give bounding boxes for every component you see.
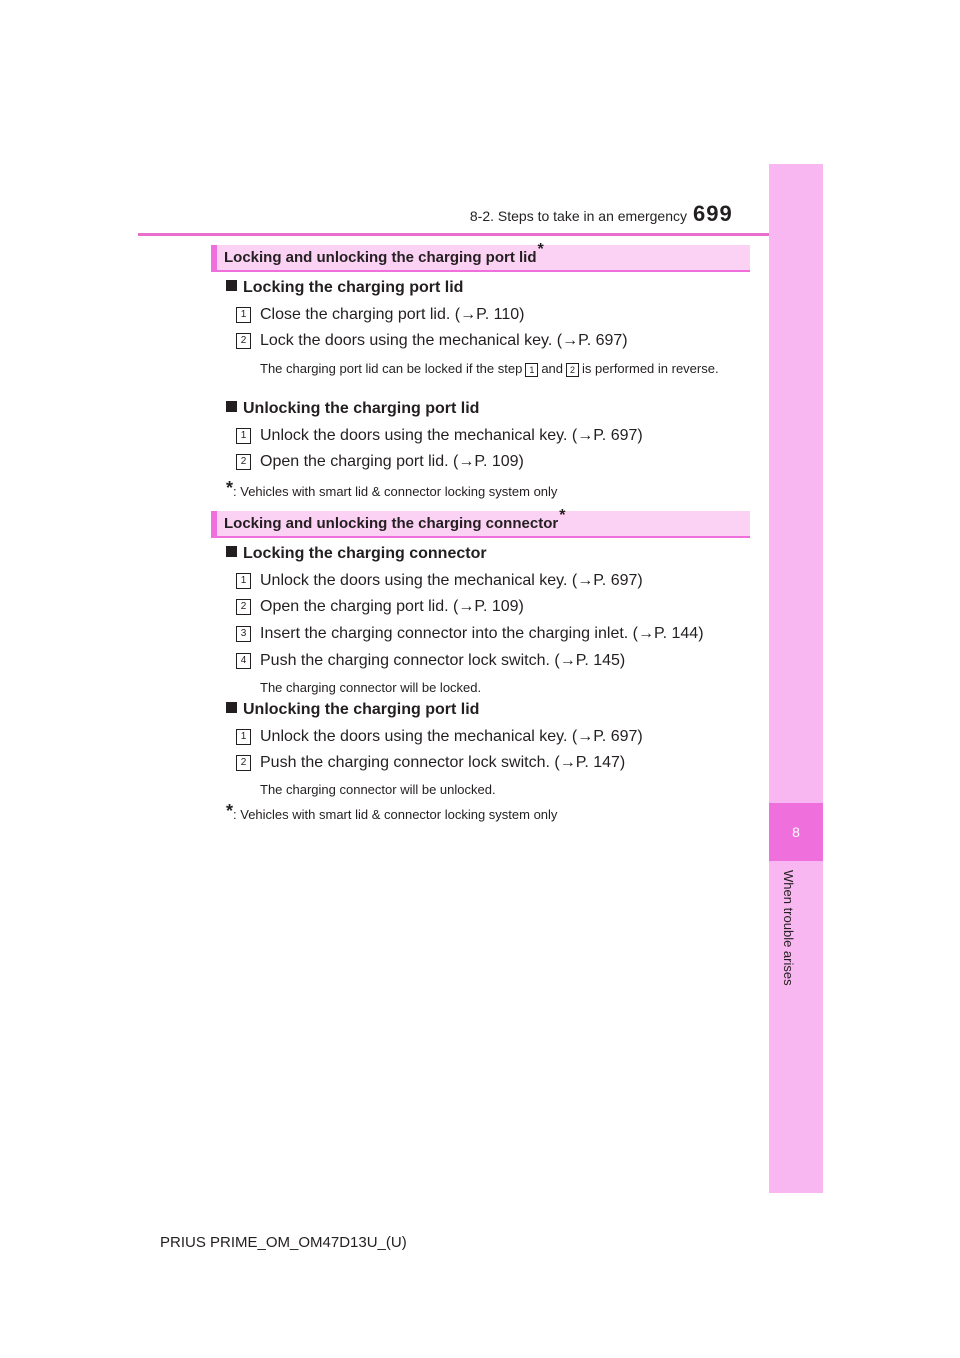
inline-step-number: 1 <box>525 363 538 377</box>
step-text: Unlock the doors using the mechanical key. (→P. 697) <box>260 572 643 589</box>
subheading-unlocking-port-lid <box>226 400 479 418</box>
step-number-box: 4 <box>236 653 251 669</box>
chapter-number-tab: 8 <box>769 803 823 861</box>
inline-step-number: 2 <box>566 363 579 377</box>
step-note: The charging connector will be locked. <box>260 680 482 695</box>
footnote-asterisk: * <box>226 801 234 821</box>
header-section-title: 8-2. Steps to take in an emergency <box>469 208 687 224</box>
step-text: Close the charging port lid. (→P. 110) <box>260 306 525 323</box>
note-text-before: The charging port lid can be locked if the step <box>260 361 523 376</box>
square-bullet-icon <box>226 546 237 557</box>
step-text: Open the charging port lid. (→P. 109) <box>260 453 524 470</box>
subheading-locking-port-lid <box>226 279 463 297</box>
note-text-after: is performed in reverse. <box>582 361 719 376</box>
subheading-text: Locking the charging connector <box>243 545 487 562</box>
step-number-box: 1 <box>236 307 251 323</box>
step-number-box: 2 <box>236 454 251 470</box>
chapter-side-tab <box>769 164 823 1193</box>
subheading-text: Unlocking the charging port lid <box>243 701 480 718</box>
subheading-locking-connector <box>226 545 487 563</box>
square-bullet-icon <box>226 401 237 412</box>
subheading-unlocking-connector <box>226 701 479 719</box>
step-number-box: 1 <box>236 428 251 444</box>
note-text-middle: and <box>541 361 564 376</box>
footnote <box>226 480 557 501</box>
step-text: Push the charging connector lock switch. (→P. 147) <box>260 754 626 771</box>
footnote-text: : Vehicles with smart lid & connector locking system only <box>233 484 558 499</box>
page-number: 699 <box>693 201 733 226</box>
step-number-box: 2 <box>236 333 251 349</box>
section-heading-text: Locking and unlocking the charging connector <box>224 515 559 532</box>
step-text: Insert the charging connector into the charging inlet. (→P. 144) <box>260 625 704 642</box>
chapter-title-vertical: When trouble arises <box>781 870 796 986</box>
section-heading-text: Locking and unlocking the charging port lid <box>224 249 537 266</box>
step-text: Unlock the doors using the mechanical key. (→P. 697) <box>260 728 643 745</box>
step-number-box: 2 <box>236 755 251 771</box>
step-number-box: 1 <box>236 573 251 589</box>
step-text: Push the charging connector lock switch. (→P. 145) <box>260 652 626 669</box>
footnote-asterisk: * <box>226 478 234 498</box>
step-number-box: 1 <box>236 729 251 745</box>
section-heading-port-lid <box>211 241 750 272</box>
step-text: Open the charging port lid. (→P. 109) <box>260 598 524 615</box>
subheading-text: Unlocking the charging port lid <box>243 400 480 417</box>
footnote-text: : Vehicles with smart lid & connector locking system only <box>233 807 558 822</box>
step-note <box>260 360 750 377</box>
section-heading-connector <box>211 507 750 538</box>
step-number-box: 3 <box>236 626 251 642</box>
header-divider <box>138 233 822 236</box>
step-number-box: 2 <box>236 599 251 615</box>
step-text: Unlock the doors using the mechanical key. (→P. 697) <box>260 427 643 444</box>
document-id-footer: PRIUS PRIME_OM_OM47D13U_(U) <box>160 1234 407 1251</box>
subheading-text: Locking the charging port lid <box>243 279 464 296</box>
asterisk-mark: * <box>559 507 566 524</box>
step-text: Lock the doors using the mechanical key. (→P. 697) <box>260 332 628 349</box>
step-note: The charging connector will be unlocked. <box>260 782 496 797</box>
square-bullet-icon <box>226 280 237 291</box>
square-bullet-icon <box>226 702 237 713</box>
asterisk-mark: * <box>537 241 544 258</box>
footnote <box>226 803 557 824</box>
